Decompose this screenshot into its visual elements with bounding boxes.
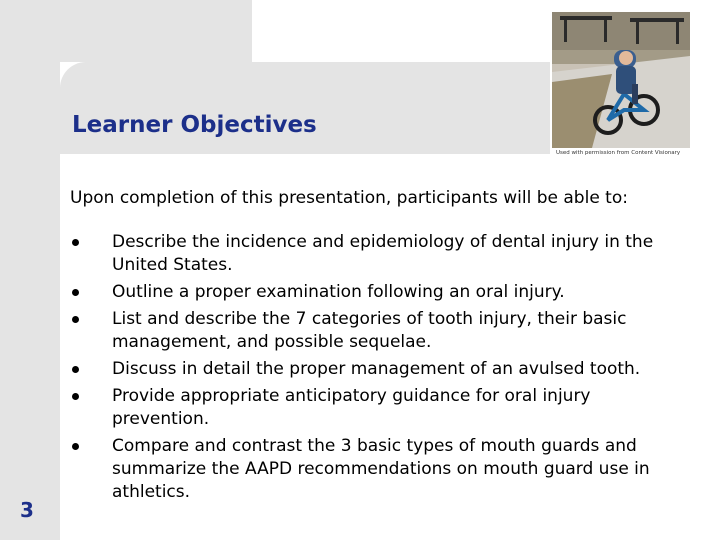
- top-decor-band: [0, 0, 252, 62]
- list-item: [70, 231, 690, 277]
- objective-text: Outline a proper examination following an oral injury.: [112, 282, 565, 302]
- bullet-icon: [72, 289, 79, 296]
- bullet-icon: [72, 443, 79, 450]
- bullet-icon: [72, 316, 79, 323]
- objective-text: Provide appropriate anticipatory guidance for oral injury prevention.: [112, 386, 591, 429]
- bullet-icon: [72, 366, 79, 373]
- child-on-bike-photo: [552, 12, 690, 148]
- intro-text: Upon completion of this presentation, participants will be able to:: [70, 188, 628, 208]
- list-item: [70, 308, 690, 354]
- objective-text: Describe the incidence and epidemiology of dental injury in the United States.: [112, 232, 654, 275]
- photo-credit: Used with permission from Content Visionary: [556, 150, 681, 156]
- title-band: [60, 62, 550, 154]
- list-item: [70, 281, 690, 304]
- objective-text: Discuss in detail the proper management of an avulsed tooth.: [112, 359, 641, 379]
- objectives-list: [70, 231, 690, 508]
- objective-text: Compare and contrast the 3 basic types of mouth guards and summarize the AAPD recommendations on mouth guard use in athletics.: [112, 436, 650, 502]
- list-item: [70, 435, 690, 504]
- objective-text: List and describe the 7 categories of tooth injury, their basic management, and possible sequelae.: [112, 309, 627, 352]
- list-item: [70, 385, 690, 431]
- left-decor-band: [0, 0, 60, 540]
- list-item: [70, 358, 690, 381]
- slide-number: 3: [20, 498, 34, 522]
- bullet-icon: [72, 393, 79, 400]
- slide-title: Learner Objectives: [72, 112, 317, 138]
- bullet-icon: [72, 239, 79, 246]
